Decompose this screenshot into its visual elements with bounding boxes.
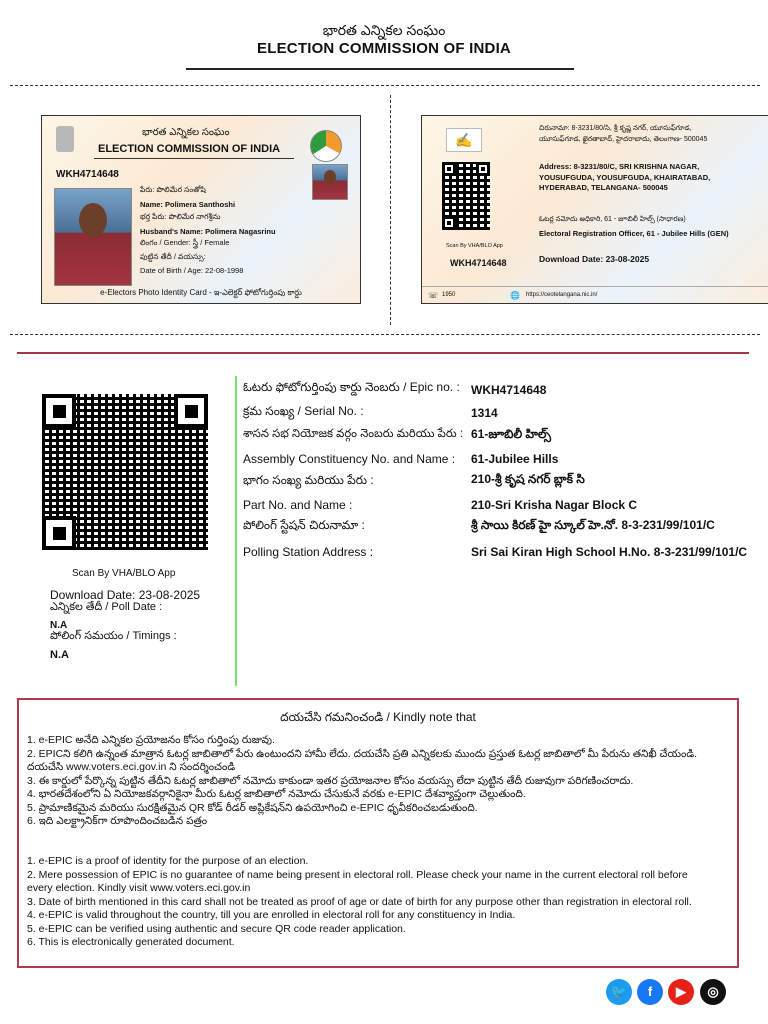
ac-name-telugu-label: శాసన సభ నియోజక వర్గం నెంబరు మరియు పేరు : xyxy=(243,428,464,440)
note-te-5: 5. ప్రామాణికమైన మరియు సురక్షితమైన QR కోడ్ రీడర్ అప్లికేషన్‌ని ఉపయోగించి e-EPIC ధృవీకరించబడుతుంది. xyxy=(27,801,478,814)
twitter-icon[interactable]: 🐦 xyxy=(606,979,632,1005)
card-back-download-date: Download Date: 23-08-2025 xyxy=(539,254,650,264)
epic-card-back xyxy=(421,115,768,304)
ero-english: Electoral Registration Officer, 61 - Jubilee Hills (GEN) xyxy=(539,229,729,238)
header-title-english: ELECTION COMMISSION OF INDIA xyxy=(257,40,511,57)
card-footer: e-Electors Photo Identity Card - ఇ-ఎలెక్టర్ ఫోటోగుర్తింపు కార్డు xyxy=(100,288,302,297)
note-te-3: 3. ఈ కార్డులో పేర్కొన్న పుట్టిన తేదీని ఓటర్ల జాబితాలో నమోదు కాకుండా ఇతర ప్రయోజనాల కోసం వయస్సు లేదా పుట్టిన తేదీ రుజువుగా పరిగణించరాదు. xyxy=(27,774,634,787)
epic-no-label: ఓటరు ఫోటోగుర్తింపు కార్డు నెంబరు / Epic no. : xyxy=(243,380,460,394)
card-back-epic: WKH4714648 xyxy=(450,258,507,268)
main-qr-code[interactable] xyxy=(42,394,208,550)
polling-station-value: Sri Sai Kiran High School H.No. 8-3-231/99/101/C xyxy=(471,545,748,559)
husband-name-telugu: భర్త పేరు: పొలిమేర నాగశ్రీను xyxy=(140,212,221,221)
notes-title: దయచేసి గమనించండి / Kindly note that xyxy=(280,710,476,724)
facebook-icon[interactable]: f xyxy=(637,979,663,1005)
timings-value: N.A xyxy=(50,649,69,661)
card-epic-number: WKH4714648 xyxy=(56,169,119,180)
voter-photo-small-face xyxy=(324,170,336,184)
address-english: Address: 8-3231/80/C, SRI KRISHNA NAGAR, YOUSUFGUDA, YOUSUFGUDA, KHAIRATABAD, HYDERABAD, TELANGANA- 500045 xyxy=(539,162,711,192)
details-divider-green xyxy=(235,376,237,686)
part-name-telugu-label: భాగం సంఖ్య మరియు పేరు : xyxy=(243,473,374,487)
name-english: Name: Polimera Santhoshi xyxy=(140,200,236,209)
instagram-icon[interactable]: ◎ xyxy=(700,979,726,1005)
card-back-phone: 1950 xyxy=(442,292,456,298)
card-back-website[interactable]: https://ceotelangana.nic.in/ xyxy=(526,292,598,298)
ero-telugu: ఓటర్ల నమోదు అధికారి, 61 - జూబిలీ హిల్స్ (సాధారణ) xyxy=(539,216,686,223)
signature-icon: ✍ xyxy=(446,128,482,152)
note-en-6: 6. This is electronically generated document. xyxy=(27,936,235,948)
part-name-value: 210-Sri Krisha Nagar Block C xyxy=(471,498,638,512)
card-back-scan-label: Scan By VHA/BLO App xyxy=(446,243,503,249)
husband-name-english: Husband's Name: Polimera Nagasrinu xyxy=(140,227,276,236)
card-org-underline xyxy=(94,158,294,159)
note-en-4: 4. e-EPIC is valid throughout the country, till you are enrolled in electoral roll for any constituency in India. xyxy=(27,909,516,921)
card-org-english: ELECTION COMMISSION OF INDIA xyxy=(98,143,281,155)
voter-photo-small xyxy=(312,164,348,200)
dob-telugu: పుట్టిన తేదీ / వయస్సు: xyxy=(140,252,206,261)
epic-no-value: WKH4714648 xyxy=(471,383,547,397)
serial-no-value: 1314 xyxy=(471,406,498,420)
emblem-icon xyxy=(56,126,74,152)
note-en-1: 1. e-EPIC is a proof of identity for the purpose of an election. xyxy=(27,855,309,867)
part-name-label: Part No. and Name : xyxy=(243,498,353,512)
note-te-4: 4. భారతదేశంలోని ఏ నియోజకవర్గానికైనా మీరు ఓటర్ల జాబితాలో నమోదు చేసుకునే వరకు e-EPIC దేశవ్యాప్తంగా చెల్లుతుంది. xyxy=(27,788,526,800)
note-en-5: 5. e-EPIC can be verified using authentic and secure QR code reader application. xyxy=(27,922,406,935)
section-divider-red xyxy=(17,352,749,354)
header-underline xyxy=(186,68,574,70)
notes-box xyxy=(17,698,739,968)
phone-icon: ☏ xyxy=(428,291,439,300)
part-name-telugu-value: 210-శ్రీ కృష నగర్ బ్లాక్ సి xyxy=(471,472,585,486)
poll-date-value: N.A xyxy=(50,620,68,631)
scan-label: Scan By VHA/BLO App xyxy=(72,568,176,579)
voter-photo xyxy=(54,188,132,286)
dashed-divider-top xyxy=(10,85,760,86)
notes-telugu xyxy=(27,734,737,829)
dashed-divider-bottom xyxy=(10,334,760,335)
polling-station-telugu-label: పోలింగ్ స్టేషన్ చిరునామా : xyxy=(243,518,365,532)
dashed-divider-vertical xyxy=(390,95,391,325)
polling-station-telugu-value: శ్రీ సాయి కిరణ్ హై స్కూల్ హె.నో. 8-3-231/99/101/C xyxy=(471,518,715,532)
note-en-3: 3. Date of birth mentioned in this card shall not be treated as proof of age or date of birth for any purpose other than registration in electoral roll. xyxy=(27,895,692,908)
ac-name-value: 61-Jubilee Hills xyxy=(471,452,559,466)
voter-photo-face xyxy=(79,203,107,237)
notes-english xyxy=(27,855,737,950)
download-date: Download Date: 23-08-2025 xyxy=(50,588,201,602)
card-back-footer-line xyxy=(422,286,768,287)
name-telugu: పేరు: పొలిమేర సంతోషి xyxy=(140,185,206,194)
dob-english: Date of Birth / Age: 22-08-1998 xyxy=(140,266,244,275)
header-title-telugu: భారత ఎన్నికల సంఘం xyxy=(322,22,446,38)
globe-icon: 🌐 xyxy=(510,291,520,300)
note-te-1: 1. e-EPIC అనేది ఎన్నికల ప్రయోజనం కోసం గుర్తింపు రుజువు. xyxy=(27,734,275,746)
note-en-2: 2. Mere possession of EPIC is no guarantee of name being present in electoral roll. Please check your name in the current electoral roll before xyxy=(27,868,688,881)
epic-card-front xyxy=(41,115,361,304)
note-te-2: 2. EPICని కలిగి ఉన్నంత మాత్రాన ఓటర్ల జాబితాలో పేరు ఉంటుందని హామీ లేదు. దయచేసి ప్రతి ఎన్నికలకు ముందు ప్రస్తుత ఓటర్ల జాబితాలో మీ పేరును తనిఖీ చేయండి. xyxy=(27,747,698,760)
card-org-telugu: భారత ఎన్నికల సంఘం xyxy=(142,127,230,138)
note-en-2b[interactable]: every election. Kindly visit www.voters.eci.gov.in xyxy=(27,882,251,894)
ac-name-label: Assembly Constituency No. and Name : xyxy=(243,452,456,466)
address-telugu: చిరునామా: 8-3231/80/సి, శ్రీ కృష్ణ నగర్, యూసుఫ్‌గూడ, యూసుఫ్‌గూడ, ఖైరతాబాద్, హైదరాబాదు, తెలంగాణ- 500045 xyxy=(539,125,708,143)
note-te-2b[interactable]: దయచేసి www.voters.eci.gov.in ని సందర్శించండి xyxy=(27,761,236,773)
gender: లింగం / Gender: స్త్రీ / Female xyxy=(140,238,230,247)
polling-station-label: Polling Station Address : xyxy=(243,545,374,559)
youtube-icon[interactable]: ▶ xyxy=(668,979,694,1005)
card-back-qr-code[interactable] xyxy=(442,162,490,230)
ac-name-telugu-value: 61-జూబిలీ హిల్స్ xyxy=(471,427,552,441)
serial-no-label: క్రమ సంఖ్య / Serial No. : xyxy=(243,404,364,418)
timings-label: పోలింగ్ సమయం / Timings : xyxy=(50,630,177,642)
note-te-6: 6. ఇది ఎలక్ట్రానిక్‌గా రూపొందించబడిన పత్రం xyxy=(27,815,208,827)
poll-date-label: ఎన్నికల తేదీ / Poll Date : xyxy=(50,601,163,613)
eci-logo-icon xyxy=(310,130,342,162)
